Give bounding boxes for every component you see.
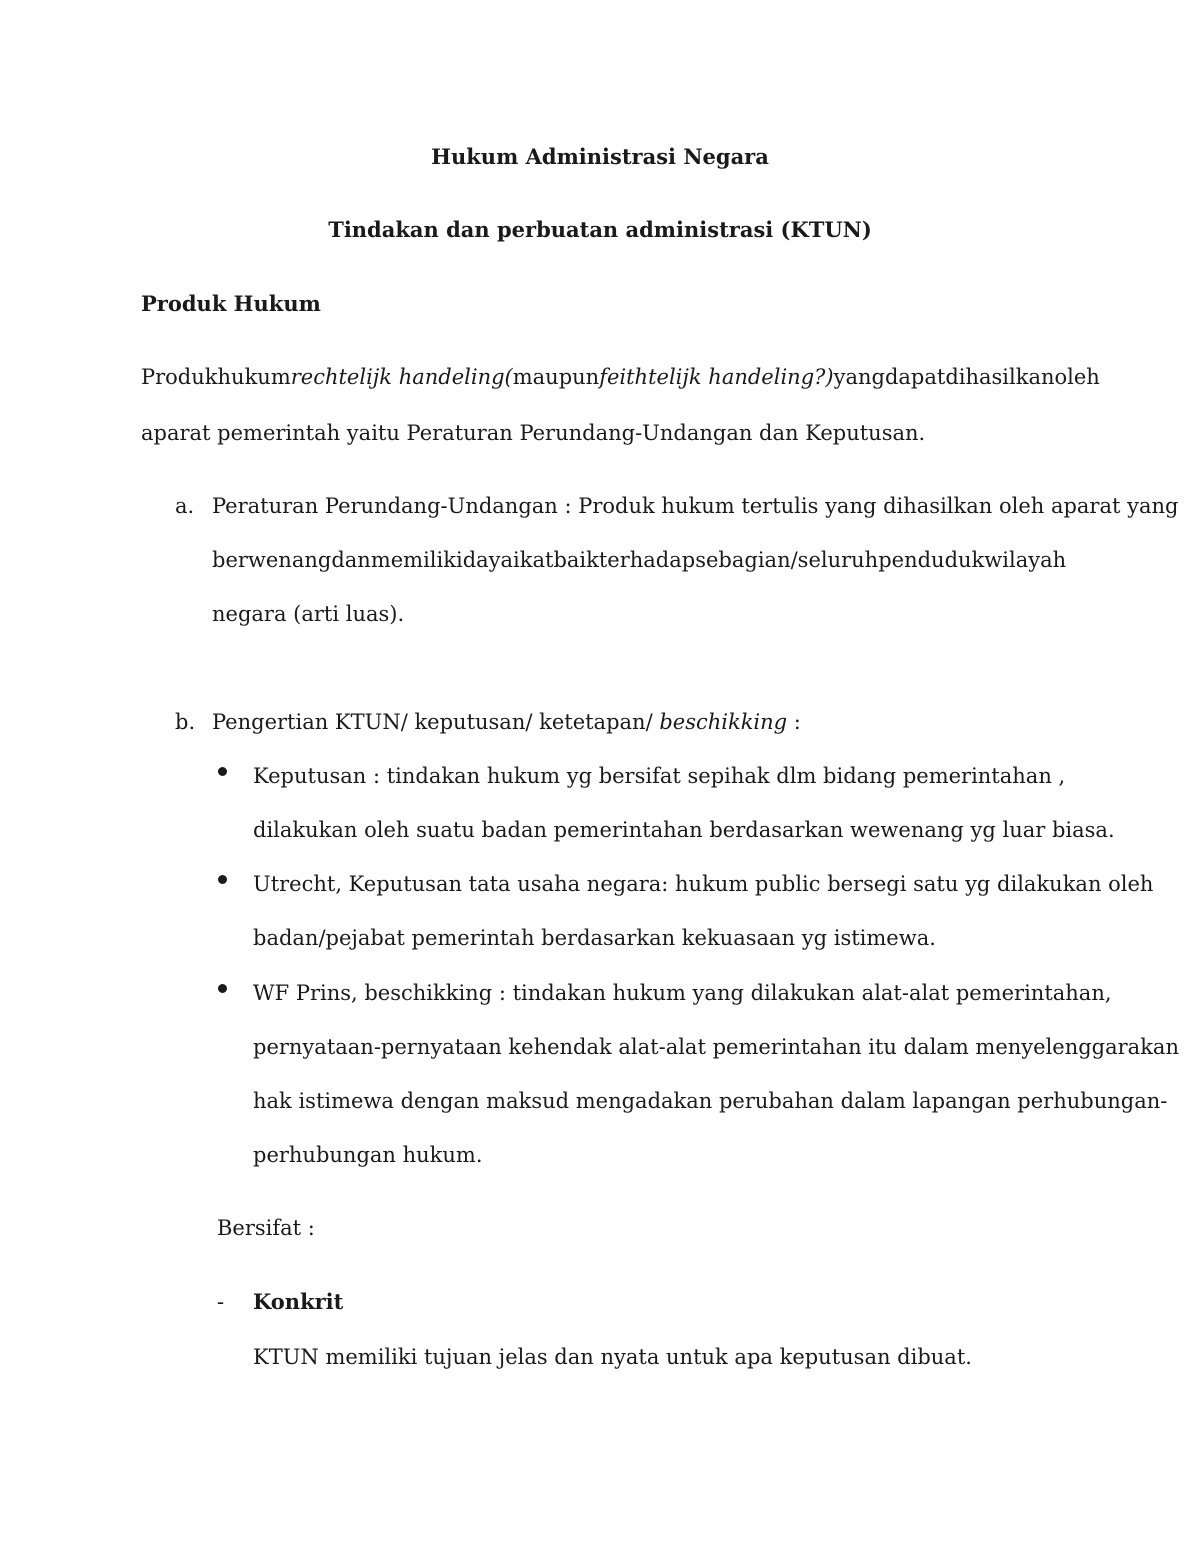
document-subtitle: Tindakan dan perbuatan administrasi (KTUN) xyxy=(328,217,872,242)
item-a-word: dan xyxy=(331,548,371,572)
item-a-word: terhadap xyxy=(598,548,696,572)
intro-italic-text: rechtelijk handeling xyxy=(290,365,505,389)
item-a-word: memiliki xyxy=(370,548,463,572)
section-heading: Produk Hukum xyxy=(141,291,321,316)
intro-paren-group xyxy=(505,362,600,392)
item-a-line-1: Peraturan Perundang-Undangan : Produk hukum tertulis yang dihasilkan oleh aparat yang xyxy=(212,494,1179,518)
intro-word: Produk xyxy=(141,365,218,389)
item-a-word: ikat xyxy=(513,548,554,572)
intro-word: maupun xyxy=(512,365,600,389)
bullet-icon xyxy=(218,767,227,776)
bullet-2-line-2: badan/pejabat pemerintah berdasarkan kekuasaan yg istimewa. xyxy=(253,926,936,950)
bullet-2-line-1: Utrecht, Keputusan tata usaha negara: hukum public bersegi satu yg dilakukan oleh xyxy=(253,872,1154,896)
intro-word: oleh xyxy=(1054,365,1100,389)
intro-word: dapat xyxy=(884,365,946,389)
bullet-3-line-1: WF Prins, beschikking : tindakan hukum yang dilakukan alat-alat pemerintahan, xyxy=(253,981,1112,1005)
intro-line-1 xyxy=(141,362,1100,392)
intro-italic-term xyxy=(599,362,833,392)
item-a-word: penduduk xyxy=(878,548,985,572)
intro-paren: ( xyxy=(504,365,513,389)
item-a-word: seluruh xyxy=(797,548,879,572)
intro-line-2: aparat pemerintah yaitu Peraturan Perundang-Undangan dan Keputusan. xyxy=(141,421,926,445)
bullet-1-line-1: Keputusan : tindakan hukum yg bersifat sepihak dlm bidang pemerintahan , xyxy=(253,764,1066,788)
bullet-3-line-3: hak istimewa dengan maksud mengadakan perubahan dalam lapangan perhubungan- xyxy=(253,1089,1168,1113)
list-marker-b: b. xyxy=(175,710,196,734)
bullet-1-line-2: dilakukan oleh suatu badan pemerintahan berdasarkan wewenang yg luar biasa. xyxy=(253,818,1115,842)
item-a-word: sebagian xyxy=(695,548,791,572)
intro-word: dihasilkan xyxy=(945,365,1055,389)
intro-word: yang xyxy=(833,365,885,389)
bullet-icon xyxy=(218,984,227,993)
bersifat-label: Bersifat : xyxy=(217,1216,315,1240)
item-a-word: / xyxy=(790,548,798,572)
document-title: Hukum Administrasi Negara xyxy=(431,144,769,169)
bullet-3-line-4: perhubungan hukum. xyxy=(253,1143,483,1167)
intro-italic-term xyxy=(291,362,505,392)
item-b-text xyxy=(212,707,801,737)
item-b-prefix: Pengertian KTUN/ keputusan/ ketetapan/ xyxy=(212,710,660,734)
item-a-line-2 xyxy=(212,545,1067,575)
bullet-3-line-2: pernyataan-pernyataan kehendak alat-alat pemerintahan itu dalam menyelenggarakan xyxy=(253,1035,1179,1059)
item-a-word: berwenang xyxy=(212,548,332,572)
item-a-line-3: negara (arti luas). xyxy=(212,602,405,626)
item-a-word: baik xyxy=(553,548,599,572)
list-marker-a: a. xyxy=(175,494,195,518)
item-b-suffix: : xyxy=(787,710,801,734)
item-b-italic: beschikking xyxy=(659,710,788,734)
bullet-icon xyxy=(218,875,227,884)
konkrit-text: KTUN memiliki tujuan jelas dan nyata untuk apa keputusan dibuat. xyxy=(253,1345,972,1369)
item-a-word: daya xyxy=(462,548,514,572)
intro-italic-text: feithtelijk handeling?) xyxy=(599,365,834,389)
dash-marker: - xyxy=(217,1290,225,1314)
item-a-word: wilayah xyxy=(984,548,1067,572)
intro-word: hukum xyxy=(217,365,291,389)
konkrit-heading: Konkrit xyxy=(253,1289,344,1314)
